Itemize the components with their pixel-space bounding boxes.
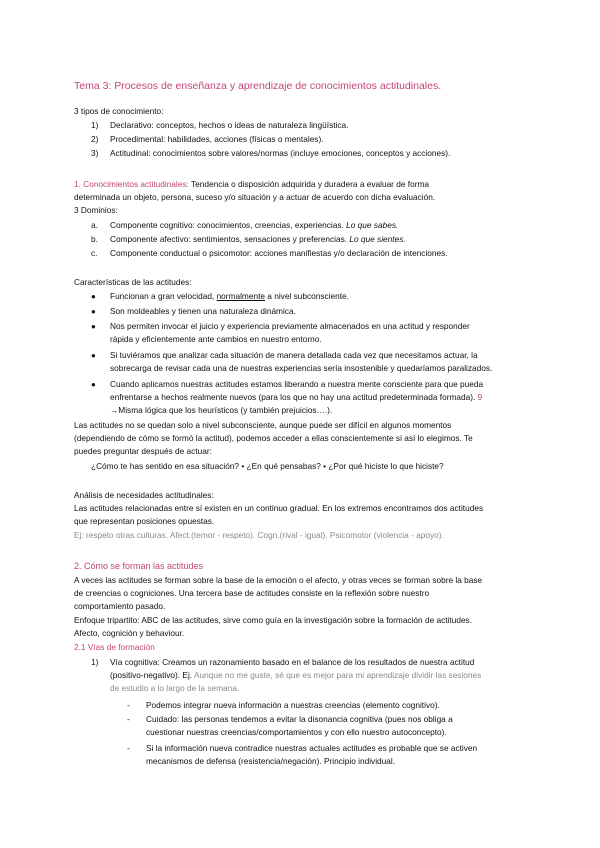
enfoque-line1: Enfoque tripartito: ABC de las actitudes, sirve como guía en la investigación sobre la formación de actitudes. — [74, 615, 473, 625]
dominio-b-example: Lo que sientes. — [349, 234, 406, 244]
section2-para-line1: A veces las actitudes se forman sobre la base de la emoción o el afecto, y otras veces se forman sobre la base — [74, 575, 483, 585]
dash-1: - — [127, 700, 130, 710]
bullet-2: ● — [91, 307, 96, 316]
caracteristica-3-line2: rápida y eficientemente ante cambios en nuestro entorno. — [110, 334, 322, 344]
caracteristica-5-line1: Cuando aplicamos nuestras actitudes estamos liberando a nuestra mente consciente para que pueda — [110, 379, 484, 389]
subsection-heading: 2.1 Vías de formación — [74, 642, 155, 652]
caracteristicas-para-line2: (dependiendo de cómo se formó la actitud), podemos acceder a ellas conscientemente si así lo elegimos. Te — [74, 433, 473, 443]
dominio-num-a: a. — [91, 220, 98, 230]
caracteristica-4-line2: sobrecarga de revisar cada una de nuestras experiencias sería insostenible y quedaríamos paralizados. — [110, 363, 493, 373]
analisis-line2: que representan posiciones opuestas. — [74, 516, 215, 526]
caracteristica-4-line1: Si tuviéramos que analizar cada situación de manera detallada cada vez que necesitamos actuar, la — [110, 350, 478, 360]
enfoque-line2: Afecto, cognición y behaviour. — [74, 628, 185, 638]
analisis-example: Ej: respeto otras culturas. Afect.(temor - respeto). Cogn.(rival - igual). Psicomotor (violencia - apoyo). — [74, 530, 444, 540]
section2-para-line2: de creencias o cogniciones. Una tercera base de actitudes consiste en la reflexión sobre nuestro — [74, 588, 430, 598]
tipos-item-1: Declarativo: conceptos, hechos o ideas de naturaleza lingüística. — [110, 120, 349, 130]
tipos-num-3: 3) — [91, 148, 99, 158]
via-cognitiva-line3: de estudio a lo largo de la semana. — [110, 683, 240, 693]
section1-def-text: Tendencia o disposición adquirida y duradera a evaluar de forma — [191, 179, 429, 189]
tipos-intro: 3 tipos de conocimiento: — [74, 106, 164, 116]
tipos-num-1: 1) — [91, 120, 99, 130]
bullet-5: ● — [91, 380, 96, 389]
page-title: Tema 3: Procesos de enseñanza y aprendizaje de conocimientos actitudinales. — [74, 80, 442, 92]
caracteristica-1-underlined: normalmente — [216, 291, 265, 301]
via-cognitiva-line1: Vía cognitiva: Creamos un razonamiento basado en el balance de los resultados de nuestra actitud — [110, 657, 475, 667]
tipos-item-2: Procedimental: habilidades, acciones (físicas o mentales). — [110, 134, 324, 144]
analisis-line1: Las actitudes relacionadas entre sí existen en un continuo gradual. En los extremos encontramos dos actitudes — [74, 503, 484, 513]
section2-para-line3: comportamiento pasado. — [74, 601, 166, 611]
section2-heading: 2. Cómo se forman las actitudes — [74, 561, 204, 571]
via-point-2-line2: cuestionar nuestras creencias/comportamientos y con ello nuestro autoconcepto). — [146, 727, 447, 737]
caracteristica-1-pre: Funcionan a gran velocidad, — [110, 291, 215, 301]
dominio-a-example: Lo que sabes. — [346, 220, 399, 230]
dominio-item-a — [110, 220, 398, 231]
caracteristica-5-text: enfrentarse a hechos realmente nuevos (para los que no hay una actitud predeterminada formada). — [110, 392, 476, 402]
via-cognitiva-sign: (positivo-negativo). — [110, 670, 181, 680]
bullet-3: ● — [91, 322, 96, 331]
via-point-1: Podemos integrar nueva información a nuestras creencias (elemento cognitivo). — [146, 700, 440, 710]
tipos-num-2: 2) — [91, 134, 99, 144]
dominio-num-c: c. — [91, 248, 98, 258]
dominios-intro: 3 Dominios: — [74, 205, 118, 215]
via-cognitiva-example: Aunque no me guste, sé que es mejor para mi aprendizaje dividir las sesiones — [193, 670, 482, 680]
dominio-a-text: Componente cognitivo: conocimientos, creencias, experiencias. — [110, 220, 344, 230]
via-point-3-line2: mecanismos de defensa (resistencia/negación). Principio individual. — [146, 756, 396, 766]
caracteristica-2: Son moldeables y tienen una naturaleza dinámica. — [110, 306, 296, 316]
tipos-item-3: Actitudinal: conocimientos sobre valores/normas (incluye emociones, conceptos y acciones). — [110, 148, 451, 158]
via-cognitiva-line2 — [110, 670, 481, 681]
reflection-questions: ¿Cómo te has sentido en esa situación? • ¿En qué pensabas? • ¿Por qué hiciste lo que hiciste? — [91, 461, 444, 471]
bullet-4: ● — [91, 351, 96, 360]
caracteristica-5-line2 — [110, 392, 482, 403]
bullet-1: ● — [91, 292, 96, 301]
dominio-item-b — [110, 234, 406, 245]
dominio-num-b: b. — [91, 234, 98, 244]
via-point-2-line1: Cuidado: las personas tendemos a evitar la disonancia cognitiva (pues nos obliga a — [146, 714, 453, 724]
section1-definition-line1 — [74, 179, 526, 190]
dominio-b-text: Componente afectivo: sentimientos, sensaciones y preferencias. — [110, 234, 348, 244]
analisis-heading: Análisis de necesidades actitudinales: — [74, 490, 214, 500]
dash-2: - — [127, 714, 130, 724]
section1-heading: 1. Conocimientos actitudinales: — [74, 179, 189, 189]
caracteristica-3-line1: Nos permiten invocar el juicio y experiencia previamente almacenados en una actitud y responder — [110, 321, 470, 331]
caracteristica-1 — [110, 291, 349, 302]
caracteristicas-intro: Características de las actitudes: — [74, 277, 192, 287]
via-cognitiva-ej: Ej. — [182, 670, 193, 680]
via-num-1: 1) — [91, 657, 99, 667]
caracteristica-5-line3: →Misma lógica que los heurísticos (y también prejuicios….). — [110, 405, 333, 415]
caracteristicas-para-line3: puedes preguntar después de actuar: — [74, 446, 212, 456]
caracteristica-5-page-ref: 9 — [477, 392, 483, 402]
section1-definition-line2: determinada un objeto, persona, suceso y/o situación y a actuar de acuerdo con dicha evaluación. — [74, 192, 436, 202]
caracteristicas-para-line1: Las actitudes no se quedan solo a nivel subconsciente, aunque puede ser difícil en algunos momentos — [74, 420, 452, 430]
caracteristica-1-post: a nivel subconsciente. — [267, 291, 349, 301]
dominio-item-c: Componente conductual o psicomotor: acciones manifiestas y/o declaración de intenciones. — [110, 248, 448, 258]
via-point-3-line1: Si la información nueva contradice nuestras actuales actitudes es probable que se activen — [146, 743, 478, 753]
dash-3: - — [127, 743, 130, 753]
